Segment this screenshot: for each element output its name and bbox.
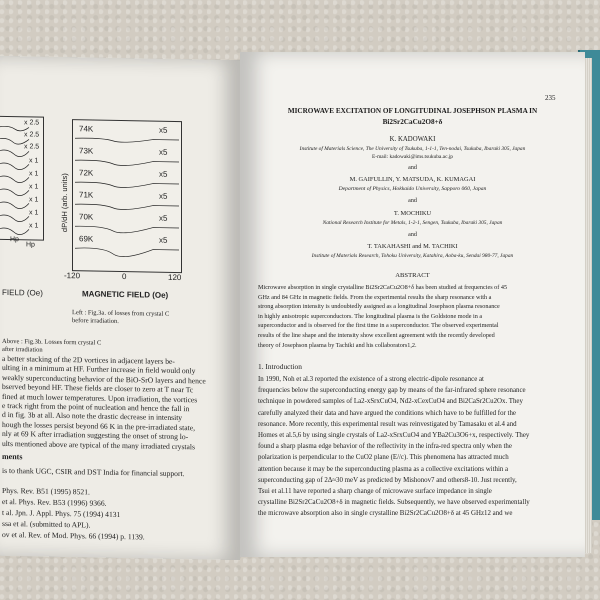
author: K. KADOWAKI <box>389 136 436 143</box>
text-line: Homes et al.5,6 by using single crystals of La2-xSrxCuO4 and YBa2Cu3O6+x, respectively. They <box>258 432 530 439</box>
figure-3b-panel <box>0 116 44 244</box>
left-page <box>0 56 240 560</box>
scale-label: x 1 <box>29 222 39 230</box>
hp-marker: Hp <box>10 236 19 244</box>
text-line: In 1990, Noh et al.3 reported the existence of a strong electric-dipole resonance at <box>258 376 484 383</box>
scale-label: x5 <box>159 169 168 179</box>
text-line: in highly anisotropic superconductors. The longitudinal plasma is the Goldstone mode in a <box>258 312 483 320</box>
affiliation: Department of Physics, Hokkaido University, Sapporo 060, Japan <box>338 186 487 192</box>
text-line: frequencies below the superconducting energy gap by means of the far-infrared sphere resonance <box>258 387 526 395</box>
scale-label: x 1 <box>29 209 39 217</box>
acknowledgements-text: is to thank UGC, CSIR and DST India for financial support. <box>2 465 185 479</box>
scale-label: x 2.5 <box>24 119 40 127</box>
text-line: a better stacking of the 2D vortices in adjacent layers be- <box>2 353 175 366</box>
affiliation: National Research Institute for Metals, 1-2-1, Sengen, Tsukuba, Ibaraki 305, Japan <box>322 220 503 226</box>
text-line: et al. Phys. Rev. B53 (1996) 9366. <box>2 496 107 508</box>
figure-3b-caption: Above : Fig.3b. Losses form crystal C after irradiation <box>2 337 102 354</box>
right-page <box>240 52 585 557</box>
affiliation: Institute of Materials Research, Tohoku University, Katahira, Aoba-ku, Sendai 980-77, Japan <box>311 253 514 259</box>
text-line: bserved beyond HF. These fields are closer to zero at T near Tc <box>2 382 194 395</box>
scale-label: x5 <box>159 213 168 223</box>
text-line: fined at much lower temperatures. Upon irradiation, the vortices <box>2 391 198 404</box>
author: T. TAKAHASHI and M. TACHIKI <box>367 243 458 250</box>
scale-label: x5 <box>159 191 168 201</box>
author-email: E-mail: kadowaki@ims.tsukuba.ac.jp <box>371 154 453 160</box>
page-number: 235 <box>545 94 556 102</box>
temperature-label: 73K <box>79 146 94 156</box>
text-line: superconductor and is observed for the first time in a superconductor. The observed experimental <box>258 322 499 330</box>
text-line: results of the line shape and the intensity show excellent agreement with the recently developed <box>258 332 495 339</box>
scale-label: x5 <box>159 147 168 157</box>
text-line: resonance. More recently, this experimental result was reinvestigated by Tamasaku et al.4 and <box>258 420 517 428</box>
figure-3a-xlabel: MAGNETIC FIELD (Oe) <box>82 289 169 300</box>
author: T. MOCHIKU <box>393 210 432 217</box>
text-line: attention because it may be the superconducting plasma as a collective excitations within a <box>258 465 509 473</box>
temperature-label: 71K <box>79 190 94 200</box>
text-line: carefully analyzed their data and have argued the conditions which have to be fulfilled for the <box>258 409 516 417</box>
text-line: ulting in a minimum at HF. Further increase in field would only <box>2 363 196 376</box>
text-line: Phys. Rev. B51 (1995) 8521. <box>2 485 90 497</box>
scale-label: x5 <box>159 125 168 135</box>
acknowledgements-heading: ments <box>2 451 23 462</box>
text-line: d in fig. 3b at all. Also note the drastic decrease in intensity <box>2 410 183 423</box>
figure-3b-traces <box>0 117 43 240</box>
separator-and: and <box>408 198 417 204</box>
scale-label: x 1 <box>29 196 39 204</box>
text-line: technique in powdered samples of La2-xSrxCuO4, Nd2-xCexCuO4 and Bi2CaSr2Cu2Ox. They <box>258 398 523 406</box>
text-line: nly at 69 K after irradiation suggesting the onset of strong lo- <box>2 429 189 442</box>
abstract-heading: ABSTRACT <box>395 272 430 279</box>
figure-3a-caption: Left : Fig.3a. of losses from crystal C before irradiation. <box>72 309 170 325</box>
text-line: Microwave absorption in single crystalline Bi2Sr2CaCu2O8+δ has been studied at frequencies of 45 <box>258 284 508 291</box>
text-line: found a sharp plasma edge behavior of the reflectivity in the infra-red spectra only when the <box>258 443 512 451</box>
text-line: strong absorption intensity is undoubtedly assigned as a longitudinal Josephson plasma resonance <box>258 303 500 311</box>
text-line: polarization is perpendicular to the CuO2 plane (E//c). This phenomena has attracted much <box>258 454 509 462</box>
text-line: weakly superconducting behavior of the BiO-SrO layers and hence <box>2 372 206 386</box>
figure-3a-ylabel: dP/dH (arb. units) <box>60 173 69 233</box>
text-line: theory of Josephson plasma by Tachiki and his collaborators1,2. <box>258 341 417 349</box>
text-line: hough the losses persist beyond 66 K in the pre-irradiated state, <box>2 419 195 433</box>
scale-label: x 1 <box>29 170 39 178</box>
temperature-label: 74K <box>79 124 94 134</box>
text-line: superconducting gap of 2Δ≈30 meV as predicted by Mishonov7 and others8-10. Just recently, <box>258 476 517 484</box>
temperature-label: 72K <box>79 168 94 178</box>
temperature-label: 69K <box>79 234 94 244</box>
text-line: the microwave absorption also in single crystalline Bi2Sr2CaCu2O8+δ at 45 GHz12 and we <box>258 510 513 518</box>
text-line: ssa et al. (submitted to APL). <box>2 518 91 530</box>
text-line: e track right from the point of nucleation and hence the fall in <box>2 400 190 414</box>
paper-title-formula: Bi2Sr2CaCu2O8+δ <box>382 118 443 126</box>
figure-3a-panel <box>72 119 182 273</box>
text-line: ov et al. Rev. of Mod. Phys. 66 (1994) p. 1139. <box>2 529 145 542</box>
scale-label: x 1 <box>29 157 39 165</box>
section-heading: 1. Introduction <box>258 362 302 371</box>
scale-label: x5 <box>159 235 168 245</box>
figure-3b-xlabel: FIELD (Oe) <box>2 287 43 298</box>
scale-label: x 1 <box>29 183 39 191</box>
hp-marker: Hp <box>26 241 35 249</box>
affiliation: Institute of Materials Science, The University of Tsukuba, 1-1-1, Ten-nodai, Tsukuba, Ibaraki 305, Japan <box>299 146 526 152</box>
separator-and: and <box>408 165 417 171</box>
paper-title: MICROWAVE EXCITATION OF LONGITUDINAL JOSEPHSON PLASMA IN <box>287 107 538 115</box>
tick-label: 120 <box>168 272 182 283</box>
text-line: crystalline Bi2Sr2CaCu2O8+δ in magnetic fields. Subsequently, we have observed experimentally <box>258 499 530 507</box>
separator-and: and <box>408 232 417 238</box>
temperature-label: 70K <box>79 212 94 222</box>
text-line: GHz and 84 GHz in magnetic fields. From the experimental results the sharp resonance with a <box>258 293 492 301</box>
tick-label: 0 <box>122 272 127 282</box>
text-line: ults mentioned above are typical of the many irradiated crystals <box>2 438 195 451</box>
text-line: t al. Jpn. J. Appl. Phys. 75 (1994) 4131 <box>2 507 121 520</box>
text-line: Tsui et al.11 have reported a sharp change of microwave surface impedance in single <box>258 488 492 495</box>
tick-label: -120 <box>64 271 81 281</box>
author: M. GAIFULLIN, Y. MATSUDA, K. KUMAGAI <box>349 176 476 183</box>
figure-3a-traces <box>73 120 181 272</box>
scale-label: x 2.5 <box>24 143 40 151</box>
scale-label: x 2.5 <box>24 131 40 139</box>
